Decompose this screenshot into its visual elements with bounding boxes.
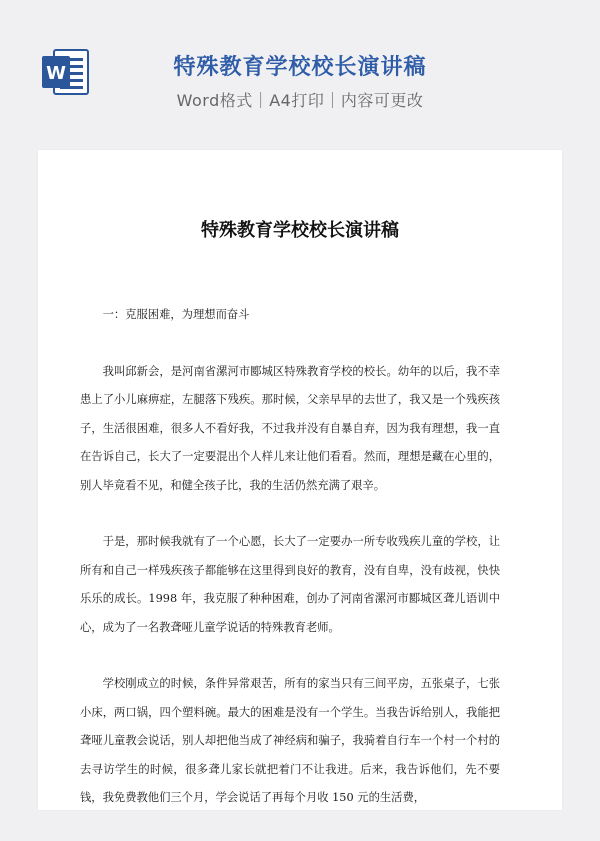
svg-text:W: W	[46, 63, 66, 84]
document-body	[80, 301, 500, 841]
header	[0, 0, 600, 128]
document-title: 特殊教育学校校长演讲稿	[201, 220, 399, 241]
section-heading: 一：克服困难，为理想而奋斗	[102, 308, 250, 321]
page-subtitle: Word格式｜A4打印｜内容可更改	[176, 91, 424, 110]
paragraph: 我叫邱新会，是河南省漯河市郾城区特殊教育学校的校长。幼年的以后，我不幸患上了小儿麻痹症，左腿落下残疾。那时候，父亲早早的去世了，我又是一个残疾孩子，生活很困难，很多人不看好我，不过我并没有自暴自弃，因为我有理想，我一直在告诉自己，长大了一定要混出个人样儿来让他们看看。然而，理想是藏在心里的，别人毕竟看不见，和健全孩子比，我的生活仍然充满了艰辛。	[80, 364, 500, 492]
page-title: 特殊教育学校校长演讲稿	[173, 55, 427, 80]
paragraph: 学校刚成立的时候，条件异常艰苦，所有的家当只有三间平房，五张桌子，七张小床，两口锅，四个塑料碗。最大的困难是没有一个学生。当我告诉给别人，我能把聋哑儿童教会说话，别人却把他当成了神经病和骗子，我骑着自行车一个村一个村的去寻访学生的时候，很多聋儿家长就把着门不让我进。后来，我告诉他们，先不要钱，我免费教他们三个月，学会说话了再每个月收 150 元的生活费，	[80, 677, 500, 804]
paragraph: 于是，那时候我就有了一个心愿，长大了一定要办一所专收残疾儿童的学校，让所有和自己一样残疾孩子都能够在这里得到良好的教育，没有自卑，没有歧视，快快乐乐的成长。1998 年，我克服了种种困难，创办了河南省漯河市郾城区聋儿语训中心，成为了一名教聋哑儿童学说话的特殊教育老师。	[80, 535, 500, 634]
